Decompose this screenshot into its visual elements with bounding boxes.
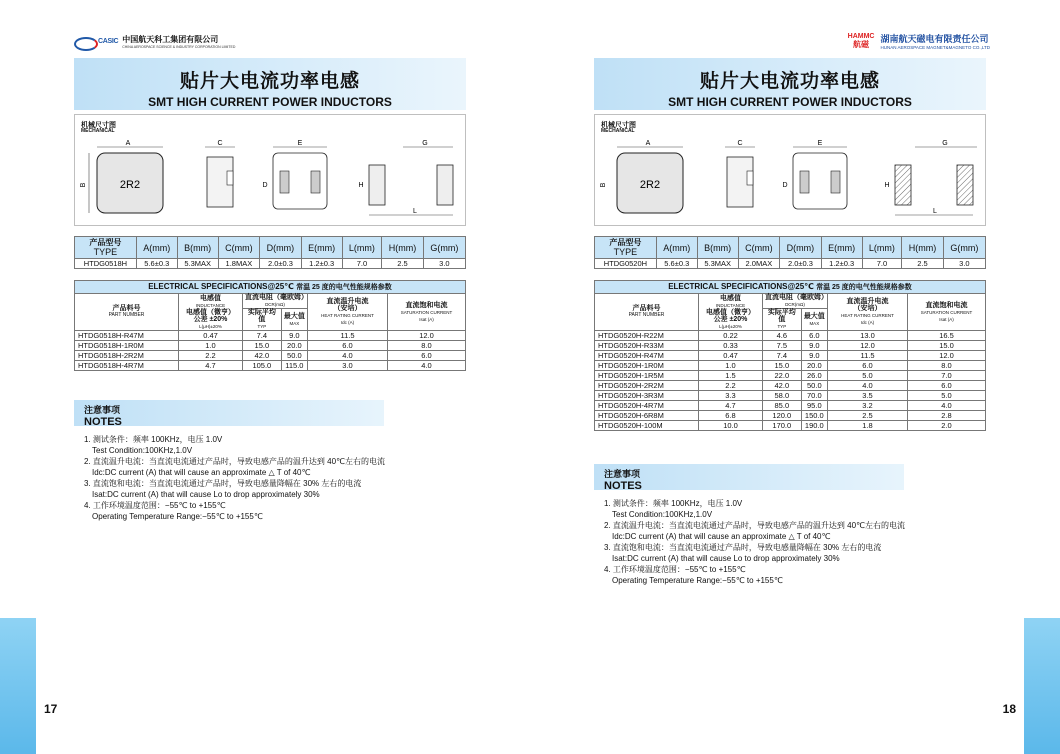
cell: 1.0: [179, 341, 243, 351]
electrical-table: [594, 280, 986, 431]
dim-label-c: C: [737, 140, 743, 147]
cell: HTDG0520H-100M: [595, 421, 699, 431]
cell: 115.0: [281, 361, 307, 371]
table-row: [75, 351, 466, 361]
electrical-table: [74, 280, 466, 371]
cell: 3.0: [423, 259, 465, 269]
col-c: C(mm): [738, 237, 780, 259]
cell: HTDG0520H-R22M: [595, 331, 699, 341]
cell: 16.5: [908, 331, 986, 341]
cell: 50.0: [281, 351, 307, 361]
notes-list: [84, 434, 385, 522]
dim-label-a: A: [645, 140, 651, 147]
cell: HTDG0520H-R47M: [595, 351, 699, 361]
col-dcr-typ: 实际平均值 TYP: [763, 309, 802, 331]
cell: 3.0: [308, 361, 388, 371]
dim-label-e: E: [297, 140, 303, 147]
cell: HTDG0518H-2R2M: [75, 351, 179, 361]
page-title-en: SMT HIGH CURRENT POWER INDUCTORS: [668, 95, 912, 109]
cell: HTDG0520H-6R8M: [595, 411, 699, 421]
cell: 0.33: [699, 341, 763, 351]
cell: 190.0: [801, 421, 827, 431]
cell: 58.0: [763, 391, 802, 401]
cell: 2.8: [908, 411, 986, 421]
cell: HTDG0520H: [595, 259, 657, 269]
cell: 6.0: [828, 361, 908, 371]
cell: HTDG0520H-2R2M: [595, 381, 699, 391]
cell: HTDG0520H-4R7M: [595, 401, 699, 411]
cell: HTDG0518H-R47M: [75, 331, 179, 341]
col-a: A(mm): [136, 237, 177, 259]
dim-label-l: L: [933, 208, 937, 215]
mechanical-title-en: MECHANICAL: [81, 128, 115, 134]
org-name-en: CHINA AEROSPACE SCIENCE & INDUSTRY CORPORATION LIMITED: [122, 45, 236, 49]
cell: 50.0: [801, 381, 827, 391]
side-bar-decoration: [0, 618, 36, 754]
col-heat-current: 直流温升电流 （安培） HEAT RATING CURRENT Idc (A): [308, 294, 388, 331]
cell: 4.0: [388, 361, 466, 371]
cell: 10.0: [699, 421, 763, 431]
cell: HTDG0520H-3R3M: [595, 391, 699, 401]
cell: 4.0: [908, 401, 986, 411]
cell: 85.0: [763, 401, 802, 411]
cell: 5.3MAX: [177, 259, 218, 269]
mechanical-title-cn: 机械尺寸图: [81, 122, 116, 129]
dim-label-a: A: [125, 140, 131, 147]
col-dcr: 直流电阻（毫欧姆） DCR(mΩ): [763, 294, 828, 309]
table-row: [75, 331, 466, 341]
cell: 7.0: [862, 259, 902, 269]
col-e: E(mm): [301, 237, 342, 259]
note-item: 4. 工作环境温度范围：−55℃ to +155℃ Operating Temperature Range:−55℃ to +155℃: [84, 501, 263, 521]
note-item: 1. 测试条件：频率 100KHz，电压 1.0V Test Condition:100KHz,1.0V: [84, 435, 223, 455]
col-l: L(mm): [862, 237, 902, 259]
table-row: [75, 259, 466, 269]
page-right: [530, 0, 1060, 754]
cell: 3.0: [943, 259, 985, 269]
cell: 1.2±0.3: [301, 259, 342, 269]
cell: 7.0: [908, 371, 986, 381]
col-d: D(mm): [260, 237, 302, 259]
col-g: G(mm): [943, 237, 985, 259]
dim-label-h: H: [884, 182, 890, 189]
dim-label-b: B: [600, 182, 607, 188]
notes-list: [604, 498, 905, 586]
table-row: [595, 351, 986, 361]
cell: 12.0: [908, 351, 986, 361]
cell: 2.5: [828, 411, 908, 421]
cell: 4.7: [699, 401, 763, 411]
cell: 3.2: [828, 401, 908, 411]
col-inductance: 电感值 INDUCTANCE 电感值（微亨） 公差 ±20% L(μH)±20%: [699, 294, 763, 331]
table-row: [595, 411, 986, 421]
col-dcr-typ: 实际平均值 TYP: [243, 309, 282, 331]
cell: 2.0MAX: [738, 259, 780, 269]
cell: 105.0: [243, 361, 282, 371]
dim-label-e: E: [817, 140, 823, 147]
table-row: [595, 401, 986, 411]
cell: 6.0: [308, 341, 388, 351]
note-item: 2. 直流温升电流：当直流电流通过产品时，导致电感产品的温升达到 40℃左右的电流 Idc:DC current (A) that will cause an approximate △ T of 40℃: [84, 457, 385, 477]
col-heat-current: 直流温升电流 （安培） HEAT RATING CURRENT Idc (A): [828, 294, 908, 331]
cell: 9.0: [801, 341, 827, 351]
dimension-drawing-svg: [75, 115, 467, 227]
notes-header: [594, 464, 904, 490]
cell: 2.5: [382, 259, 424, 269]
cell: 0.22: [699, 331, 763, 341]
cell: 12.0: [828, 341, 908, 351]
col-type: 产品型号 TYPE: [595, 237, 657, 259]
cell: 9.0: [281, 331, 307, 341]
table-row: [595, 341, 986, 351]
cell: 8.0: [388, 341, 466, 351]
org-name-cn: 中国航天科工集团有限公司: [122, 35, 219, 44]
cell: 42.0: [763, 381, 802, 391]
cell: 7.5: [763, 341, 802, 351]
col-g: G(mm): [423, 237, 465, 259]
cell: 2.5: [902, 259, 944, 269]
cell: 5.0: [908, 391, 986, 401]
cell: 170.0: [763, 421, 802, 431]
col-inductance: 电感值 INDUCTANCE 电感值（微亨） 公差 ±20% L(μH)±20%: [179, 294, 243, 331]
cell: 7.4: [763, 351, 802, 361]
cell: 5.6±0.3: [136, 259, 177, 269]
table-row: [75, 341, 466, 351]
notes-title-en: NOTES: [84, 416, 122, 428]
cell: 5.0: [828, 371, 908, 381]
table-row: [595, 331, 986, 341]
hammc-logo: [848, 32, 990, 50]
cell: 5.3MAX: [697, 259, 738, 269]
table-row: [595, 361, 986, 371]
hammc-emblem-icon: HAMMC 航磁: [847, 33, 875, 49]
side-bar-decoration: [1024, 618, 1060, 754]
cell: 4.0: [828, 381, 908, 391]
cell: 1.8MAX: [218, 259, 260, 269]
mechanical-drawing: [74, 114, 466, 226]
casic-logo: [74, 34, 235, 49]
cell: 1.8: [828, 421, 908, 431]
notes-title-cn: 注意事项: [84, 405, 121, 415]
table-row: [595, 421, 986, 431]
cell: 22.0: [763, 371, 802, 381]
title-band: [74, 58, 466, 110]
dimension-table: [74, 236, 466, 269]
cell: 15.0: [763, 361, 802, 371]
cell: 6.8: [699, 411, 763, 421]
col-h: H(mm): [382, 237, 424, 259]
cell: 120.0: [763, 411, 802, 421]
col-h: H(mm): [902, 237, 944, 259]
cell: 2.2: [179, 351, 243, 361]
cell: 150.0: [801, 411, 827, 421]
dim-label-d: D: [262, 182, 268, 189]
col-a: A(mm): [656, 237, 697, 259]
marking-text: 2R2: [639, 179, 661, 191]
cell: HTDG0518H-1R0M: [75, 341, 179, 351]
table-row: [595, 391, 986, 401]
title-band: [594, 58, 986, 110]
cell: 0.47: [179, 331, 243, 341]
col-part-number: 产品料号 PART NUMBER: [75, 294, 179, 331]
cell: 9.0: [801, 351, 827, 361]
notes-title-cn: 注意事项: [604, 469, 641, 479]
table-row: [595, 381, 986, 391]
col-b: B(mm): [697, 237, 738, 259]
col-part-number: 产品料号 PART NUMBER: [595, 294, 699, 331]
page-title-en: SMT HIGH CURRENT POWER INDUCTORS: [148, 95, 392, 109]
mechanical-drawing: [594, 114, 986, 226]
dim-label-g: G: [942, 140, 948, 147]
cell: HTDG0518H: [75, 259, 137, 269]
page-number: 18: [1002, 702, 1016, 716]
cell: 2.0: [908, 421, 986, 431]
cell: 4.0: [308, 351, 388, 361]
cell: 8.0: [908, 361, 986, 371]
org2-name-en: HUNAN AEROSPACE MAGNET&MAGNETO CO.,LTD: [880, 45, 990, 50]
dim-label-l: L: [413, 208, 417, 215]
cell: 20.0: [281, 341, 307, 351]
cell: 3.3: [699, 391, 763, 401]
notes-title-en: NOTES: [604, 480, 642, 492]
cell: 20.0: [801, 361, 827, 371]
cell: HTDG0518H-4R7M: [75, 361, 179, 371]
col-type: 产品型号 TYPE: [75, 237, 137, 259]
cell: 70.0: [801, 391, 827, 401]
cell: 12.0: [388, 331, 466, 341]
org2-name-cn: 湖南航天磁电有限责任公司: [880, 34, 989, 44]
page-title-cn: 贴片大电流功率电感: [179, 71, 360, 92]
cell: 1.0: [699, 361, 763, 371]
note-item: 3. 直流饱和电流：当直流电流通过产品时，导致电感量降幅在 30% 左右的电流 Isat:DC current (A) that will cause Lo to drop approximately 30%: [84, 479, 362, 499]
cell: 3.5: [828, 391, 908, 401]
cell: 11.5: [828, 351, 908, 361]
col-b: B(mm): [177, 237, 218, 259]
cell: 26.0: [801, 371, 827, 381]
cell: HTDG0520H-R33M: [595, 341, 699, 351]
electrical-table-title: ELECTRICAL SPECIFICATIONS@25℃ 常温 25 度的电气性能规格参数: [75, 281, 466, 294]
notes-header: [74, 400, 384, 426]
marking-text: 2R2: [119, 179, 141, 191]
col-c: C(mm): [218, 237, 260, 259]
note-item: 3. 直流饱和电流：当直流电流通过产品时，导致电感量降幅在 30% 左右的电流 Isat:DC current (A) that will cause Lo to drop approximately 30%: [604, 543, 882, 563]
dim-label-d: D: [782, 182, 788, 189]
cell: 6.0: [908, 381, 986, 391]
dim-label-c: C: [217, 140, 223, 147]
cell: 0.47: [699, 351, 763, 361]
cell: 4.6: [763, 331, 802, 341]
cell: 13.0: [828, 331, 908, 341]
cell: 6.0: [801, 331, 827, 341]
note-item: 1. 测试条件：频率 100KHz，电压 1.0V Test Condition:100KHz,1.0V: [604, 499, 743, 519]
cell: 1.2±0.3: [821, 259, 862, 269]
col-sat-current: 直流饱和电流 SATURATION CURRENT Isat (A): [908, 294, 986, 331]
casic-emblem-icon: [74, 36, 94, 48]
page-number: 17: [44, 702, 58, 716]
col-sat-current: 直流饱和电流 SATURATION CURRENT Isat (A): [388, 294, 466, 331]
cell: 6.0: [388, 351, 466, 361]
page-title-cn: 贴片大电流功率电感: [699, 71, 880, 92]
mechanical-title-cn: 机械尺寸图: [601, 122, 636, 129]
casic-logo-text: CASIC: [98, 38, 119, 45]
col-d: D(mm): [780, 237, 822, 259]
table-row: [595, 259, 986, 269]
note-item: 2. 直流温升电流：当直流电流通过产品时，导致电感产品的温升达到 40℃左右的电流 Idc:DC current (A) that will cause an approximate △ T of 40℃: [604, 521, 905, 541]
mechanical-title-en: MECHANICAL: [601, 128, 635, 134]
cell: 2.0±0.3: [260, 259, 302, 269]
cell: 5.6±0.3: [656, 259, 697, 269]
cell: HTDG0520H-1R0M: [595, 361, 699, 371]
cell: 42.0: [243, 351, 282, 361]
electrical-table-title: ELECTRICAL SPECIFICATIONS@25℃ 常温 25 度的电气性能规格参数: [595, 281, 986, 294]
dimension-drawing-svg: [595, 115, 987, 227]
cell: 7.0: [342, 259, 382, 269]
dim-label-h: H: [358, 182, 364, 189]
cell: HTDG0520H-1R5M: [595, 371, 699, 381]
cell: 95.0: [801, 401, 827, 411]
col-dcr: 直流电阻（毫欧姆） DCR(mΩ): [243, 294, 308, 309]
col-dcr-max: 最大值 MAX: [281, 309, 307, 331]
cell: 2.0±0.3: [780, 259, 822, 269]
cell: 2.2: [699, 381, 763, 391]
dimension-table: [594, 236, 986, 269]
cell: 4.7: [179, 361, 243, 371]
dim-label-b: B: [80, 182, 87, 188]
col-dcr-max: 最大值 MAX: [801, 309, 827, 331]
cell: 15.0: [243, 341, 282, 351]
dim-label-g: G: [422, 140, 428, 147]
note-item: 4. 工作环境温度范围：−55℃ to +155℃ Operating Temperature Range:−55℃ to +155℃: [604, 565, 783, 585]
col-l: L(mm): [342, 237, 382, 259]
cell: 7.4: [243, 331, 282, 341]
col-e: E(mm): [821, 237, 862, 259]
cell: 1.5: [699, 371, 763, 381]
table-row: [595, 371, 986, 381]
cell: 11.5: [308, 331, 388, 341]
table-row: [75, 361, 466, 371]
cell: 15.0: [908, 341, 986, 351]
